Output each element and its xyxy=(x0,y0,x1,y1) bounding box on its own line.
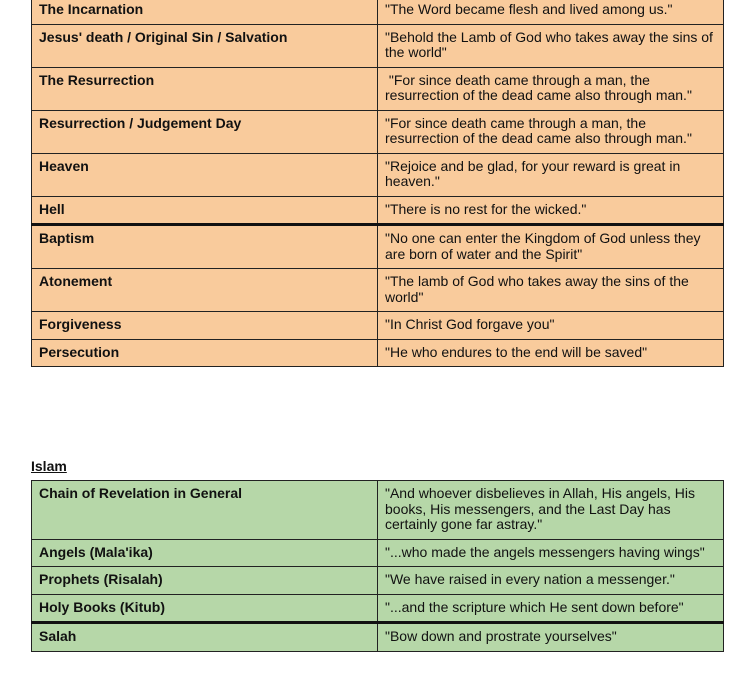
quote-cell: "We have raised in every nation a messenger." xyxy=(378,567,724,595)
table-row xyxy=(32,312,724,340)
topic-cell: Persecution xyxy=(32,339,378,367)
quote-cell: "The Word became flesh and lived among us." xyxy=(378,0,724,24)
topic-cell: The Incarnation xyxy=(32,0,378,24)
table-row xyxy=(32,269,724,312)
topic-cell: Baptism xyxy=(32,225,378,269)
topic-cell: Prophets (Risalah) xyxy=(32,567,378,595)
quote-cell: "Bow down and prostrate yourselves" xyxy=(378,623,724,652)
quote-cell: "He who endures to the end will be saved" xyxy=(378,339,724,367)
topic-cell: Forgiveness xyxy=(32,312,378,340)
topic-cell: Angels (Mala'ika) xyxy=(32,539,378,567)
topic-cell: Chain of Revelation in General xyxy=(32,481,378,540)
topic-cell: Jesus' death / Original Sin / Salvation xyxy=(32,24,378,67)
table-row xyxy=(32,110,724,153)
table-row xyxy=(32,196,724,225)
topic-cell: Resurrection / Judgement Day xyxy=(32,110,378,153)
quote-cell: "...and the scripture which He sent down before" xyxy=(378,594,724,623)
topic-cell: The Resurrection xyxy=(32,67,378,110)
islam-quotes-table xyxy=(31,480,724,652)
quote-cell: "For since death came through a man, the resurrection of the dead came also through man." xyxy=(378,110,724,153)
quote-cell: "Behold the Lamb of God who takes away the sins of the world" xyxy=(378,24,724,67)
table-row xyxy=(32,567,724,595)
quote-cell: "And whoever disbelieves in Allah, His angels, His books, His messengers, and the Last Day has certainly gone far astray." xyxy=(378,481,724,540)
table-row xyxy=(32,339,724,367)
table-row xyxy=(32,24,724,67)
table-row xyxy=(32,225,724,269)
table-row xyxy=(32,0,724,24)
topic-cell: Heaven xyxy=(32,153,378,196)
topic-cell: Holy Books (Kitub) xyxy=(32,594,378,623)
topic-cell: Hell xyxy=(32,196,378,225)
table-row xyxy=(32,623,724,652)
table-row xyxy=(32,539,724,567)
quote-cell: "In Christ God forgave you" xyxy=(378,312,724,340)
topic-cell: Salah xyxy=(32,623,378,652)
quote-cell: "For since death came through a man, the resurrection of the dead came also through man." xyxy=(378,67,724,110)
quote-cell: "The lamb of God who takes away the sins of the world" xyxy=(378,269,724,312)
table-row xyxy=(32,153,724,196)
christianity-quotes-table xyxy=(31,0,724,367)
table-row xyxy=(32,594,724,623)
islam-section-heading: Islam xyxy=(31,458,67,474)
quote-cell: "There is no rest for the wicked." xyxy=(378,196,724,225)
table-row xyxy=(32,67,724,110)
topic-cell: Atonement xyxy=(32,269,378,312)
quote-cell: "Rejoice and be glad, for your reward is great in heaven." xyxy=(378,153,724,196)
table-row xyxy=(32,481,724,540)
quote-cell: "...who made the angels messengers having wings" xyxy=(378,539,724,567)
quote-cell: "No one can enter the Kingdom of God unless they are born of water and the Spirit" xyxy=(378,225,724,269)
